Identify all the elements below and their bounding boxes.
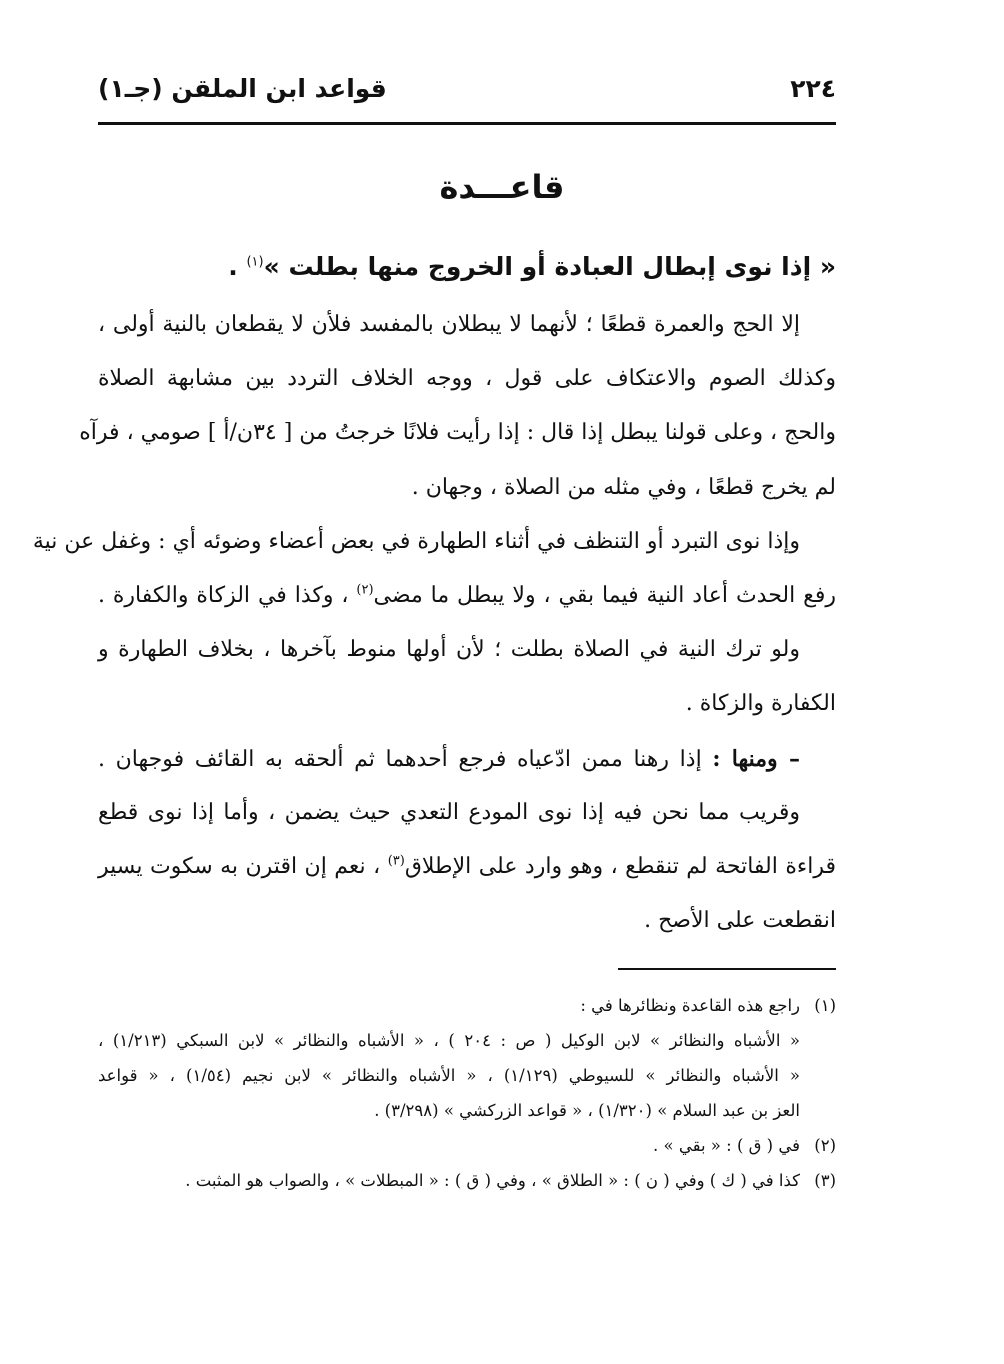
- body-line: [79, 406, 836, 460]
- body-line: [98, 894, 836, 948]
- line-text: وقريب مما نحن فيه إذا نوى المودع التعدي حيث يضمن ، وأما إذا نوى قطع: [98, 799, 800, 825]
- line-text-after: ، وكذا في الزكاة والكفارة .: [98, 582, 357, 608]
- book-title: قواعد ابن الملقن (جـ١): [98, 73, 387, 103]
- body-line: [32, 515, 836, 569]
- rule-text: « إذا نوى إبطال العبادة أو الخروج منها بطلت »: [263, 252, 836, 281]
- footnote-text: [98, 1163, 800, 1198]
- line-text: رفع الحدث أعاد النية فيما بقي ، ولا يبطل ما مضى: [373, 582, 836, 608]
- footnote-line: « الأشباه والنظائر » للسيوطي (١/١٢٩) ، « الأشباه والنظائر » لابن نجيم (١/٥٤) ، « قواعد: [98, 1066, 800, 1085]
- footnote-text: [98, 1128, 800, 1163]
- footnote-text: [98, 988, 800, 1128]
- footnote-ref: (٢): [356, 582, 374, 598]
- body-line: [98, 732, 836, 786]
- running-header: [98, 66, 836, 110]
- body-line: [98, 298, 836, 352]
- lead-term: – ومنها :: [712, 745, 800, 772]
- line-text: الكفارة والزكاة .: [685, 691, 836, 717]
- page-number: ٢٢٤: [790, 73, 836, 103]
- line-text-after: ، نعم إن اقترن به سكوت يسير: [98, 853, 388, 879]
- line-text: إذا رهنا ممن ادّعياه فرجع أحدهما ثم ألحقه به القائف فوجهان .: [98, 746, 713, 772]
- footnote-separator: [618, 968, 836, 970]
- line-text: إلا الحج والعمرة قطعًا ؛ لأنهما لا يبطلان بالمفسد فلأن لا يقطعان بالنية أولى ،: [98, 312, 800, 337]
- footnote-line: العز بن عبد السلام » (١/٣٢٠) ، « قواعد الزركشي » (٣/٢٩٨) .: [374, 1101, 800, 1120]
- body-line: [98, 461, 836, 515]
- body-line: [98, 677, 836, 731]
- footnote-number: (٣): [814, 1171, 836, 1190]
- line-text: قراءة الفاتحة لم تنقطع ، وهو وارد على الإطلاق: [404, 853, 836, 879]
- body-line: [98, 786, 836, 840]
- rule-statement: [96, 242, 836, 292]
- body-line: [98, 623, 836, 677]
- body-line: [98, 840, 836, 894]
- header-rule: [98, 122, 836, 125]
- footnote-ref: (١): [246, 254, 264, 270]
- body-line: [98, 352, 836, 406]
- line-text: وإذا نوى التبرد أو التنظف في أثناء الطهارة في بعض أعضاء وضوئه أي : وغفل عن نية: [32, 528, 800, 554]
- footnote-line: في ( ق ) : « بقي » .: [653, 1136, 800, 1155]
- line-text: ولو ترك النية في الصلاة بطلت ؛ لأن أولها منوط بآخرها ، بخلاف الطهارة و: [98, 637, 800, 663]
- footnote: [98, 988, 836, 1128]
- section-heading: قاعـــدة: [439, 168, 565, 206]
- footnotes: [98, 988, 836, 1198]
- footnote-line: راجع هذه القاعدة ونظائرها في :: [580, 996, 800, 1015]
- line-text: وكذلك الصوم والاعتكاف على قول ، ووجه الخلاف التردد بين مشابهة الصلاة: [98, 366, 836, 392]
- body-text: [32, 298, 836, 948]
- footnote-number: (٢): [814, 1136, 836, 1155]
- footnote: [98, 1128, 836, 1163]
- line-text: انقطعت على الأصح .: [644, 908, 836, 934]
- body-line: [98, 569, 836, 623]
- footnote-ref: (٣): [387, 853, 405, 869]
- line-text: والحج ، وعلى قولنا يبطل إذا قال : إذا رأيت فلانًا خرجتُ من [ ٣٤ن/أ ] صومي ، فرآه: [79, 420, 836, 446]
- footnote-number: (١): [814, 996, 836, 1015]
- footnote-line: كذا في ( ك ) وفي ( ن ) : « الطلاق » ، وفي ( ق ) : « المبطلات » ، والصواب هو المثبت .: [185, 1171, 800, 1190]
- line-text: لم يخرج قطعًا ، وفي مثله من الصلاة ، وجهان .: [411, 474, 836, 500]
- rule-tail: .: [228, 252, 247, 281]
- footnote-line: « الأشباه والنظائر » لابن الوكيل ( ص : ٢٠٤ ) ، « الأشباه والنظائر » لابن السبكي (١/٢١٣) ،: [98, 1031, 801, 1050]
- footnote: [98, 1163, 836, 1198]
